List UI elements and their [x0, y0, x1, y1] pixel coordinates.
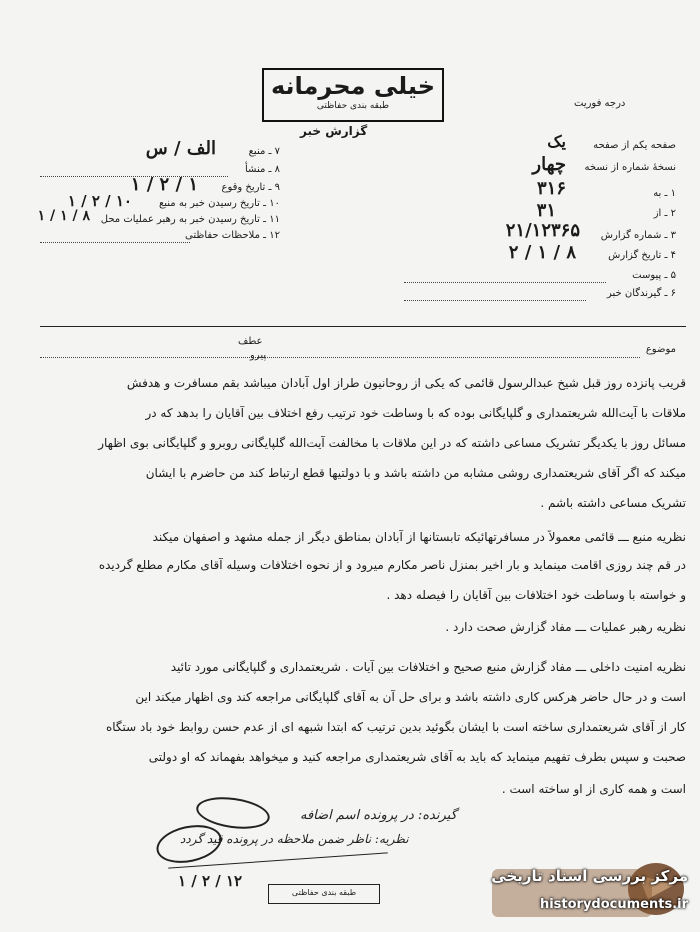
field-row: ۸ ـ منشأ — [40, 164, 280, 180]
leader-opinion: نظریه رهبر عملیات ـــ مفاد گزارش صحت دارد . — [445, 620, 686, 634]
body-line: ملاقات با آیت‌الله شریعتمداری و گلپایگانی بوده که با وساطت خود ترتیب رفع اختلاف بین آقایان را بدهد که در — [145, 406, 686, 420]
field-row: ۱۰ ـ تاریخ رسیدن خبر به منبع ۱۰ / ۲ / ۱ — [67, 192, 280, 210]
report-title: گزارش خبر — [300, 124, 368, 138]
security-opinion-line: نظریه امنیت داخلی ـــ مفاد گزارش منبع صحیح و اختلافات بین آیات . شریعتمداری و گلپایگانی مورد تائید — [170, 660, 686, 674]
classification-stamp — [262, 68, 444, 122]
field-row: نسخهٔ شماره از نسخه چهار — [532, 154, 676, 175]
body-line: قریب پانزده روز قبل شیخ عبدالرسول قائمی که یکی از روحانیون طراز اول آبادان میباشد بقم مسافرت و هدفش — [126, 376, 686, 390]
watermark-logo — [488, 855, 694, 927]
handwritten-note: نظریه: ناظر ضمن ملاحظه در پرونده قید گردد — [180, 832, 409, 846]
subject-label: موضوع — [645, 344, 676, 355]
handwritten-note: گیرنده: در پرونده اسم اضافه — [300, 808, 457, 823]
field-row: ۱۱ ـ تاریخ رسیدن خبر به رهبر عملیات محل ۸ / ۱ / ۱ — [37, 208, 280, 225]
body-line: میکند که اگر آقای شریعتمداری روشی مشابه من داشته باشد و با دولتیها قطع ارتباط کند من حاضرم با ایشان — [145, 466, 686, 480]
atf-label: عطف — [238, 336, 263, 347]
footer-stamp: طبقه بندی حفاظتی — [268, 884, 380, 904]
header-divider — [40, 326, 686, 327]
watermark-title: مرکز بررسی اسناد تاریخی — [491, 867, 688, 885]
field-row: ۵ ـ پیوست — [404, 268, 676, 286]
security-opinion-line: کار از آقای شریعتمداری ساخته است با ایشان بگوئید بدین ترتیب که ابتدا شبهه ای از عدم حسن روابط خود باد ستگاه — [105, 720, 686, 734]
signature-scrawl — [153, 820, 225, 869]
field-row: ۲ ـ از ۳۱ — [536, 200, 676, 221]
source-opinion-line: و خواسته با وساطت خود اختلافات بین آقایان را فیصله دهد . — [386, 588, 686, 602]
field-row: ۴ ـ تاریخ گزارش ۸ / ۱ / ۲ — [508, 242, 676, 263]
source-opinion-line: در قم چند روزی اقامت مینماید و بار اخیر بمنزل ناصر مکارم میرود و از نحوه اختلافات وسیله آقای مکارم مطلع گردیده — [98, 558, 686, 572]
body-line: تشریک مساعی داشته باشم . — [540, 496, 686, 510]
field-row: ۳ ـ شماره گزارش ۲۱/۱۲۳۶۵ — [505, 220, 676, 241]
classification-subtitle: طبقه بندی حفاظتی — [316, 101, 390, 111]
security-opinion-line: است و در حال حاضر هرکس کاری داشته باشد و برای حل آن به آقای گلپایگانی مراجعه کند وی اظهار میکند این — [135, 690, 686, 704]
field-row: ۷ ـ منبع الف / س — [145, 138, 280, 159]
footer-date: ۱۲ / ۲ / ۱ — [178, 872, 243, 890]
field-row: ۹ ـ تاریخ وقوع ۱ / ۲ / ۱ — [130, 174, 280, 195]
security-opinion-line: صحبت و سپس بطرف تفهیم مینماید که باید به آقای شریعتمداری مراجعه کنید و میخواهد بفهماند که او دولتی — [148, 750, 686, 764]
field-row: ۱ ـ به ۳۱۶ — [536, 178, 676, 199]
field-row: ۱۲ ـ ملاحظات حفاظتی — [40, 230, 280, 246]
watermark-url: historydocuments.ir — [539, 897, 688, 912]
field-row: ۶ ـ گیرندگان خبر — [404, 286, 676, 304]
security-opinion-line: است و همه کاری از او ساخته است . — [501, 782, 686, 796]
body-line: مسائل روز با یکدیگر تشریک مساعی داشته که در این ملاقات با مخالفت آیت‌الله گلپایگانی روبرو و گلپایگانی بوی اظهار — [98, 436, 686, 450]
right-fields — [404, 132, 676, 304]
field-row: صفحه یکم از صفحه یک — [547, 132, 676, 151]
left-fields — [37, 138, 280, 246]
classification-title: خیلی محرمانه — [270, 72, 436, 100]
source-opinion-line: نظریه منبع ـــ قائمی معمولاً در مسافرتهائیکه تابستانها از آبادان بمناطق دیگر از جمله مشهد و اصفهان میکند — [152, 530, 686, 544]
peyro-label: پیرو — [250, 350, 267, 361]
urgency-label: درجه فوریت — [574, 98, 626, 109]
